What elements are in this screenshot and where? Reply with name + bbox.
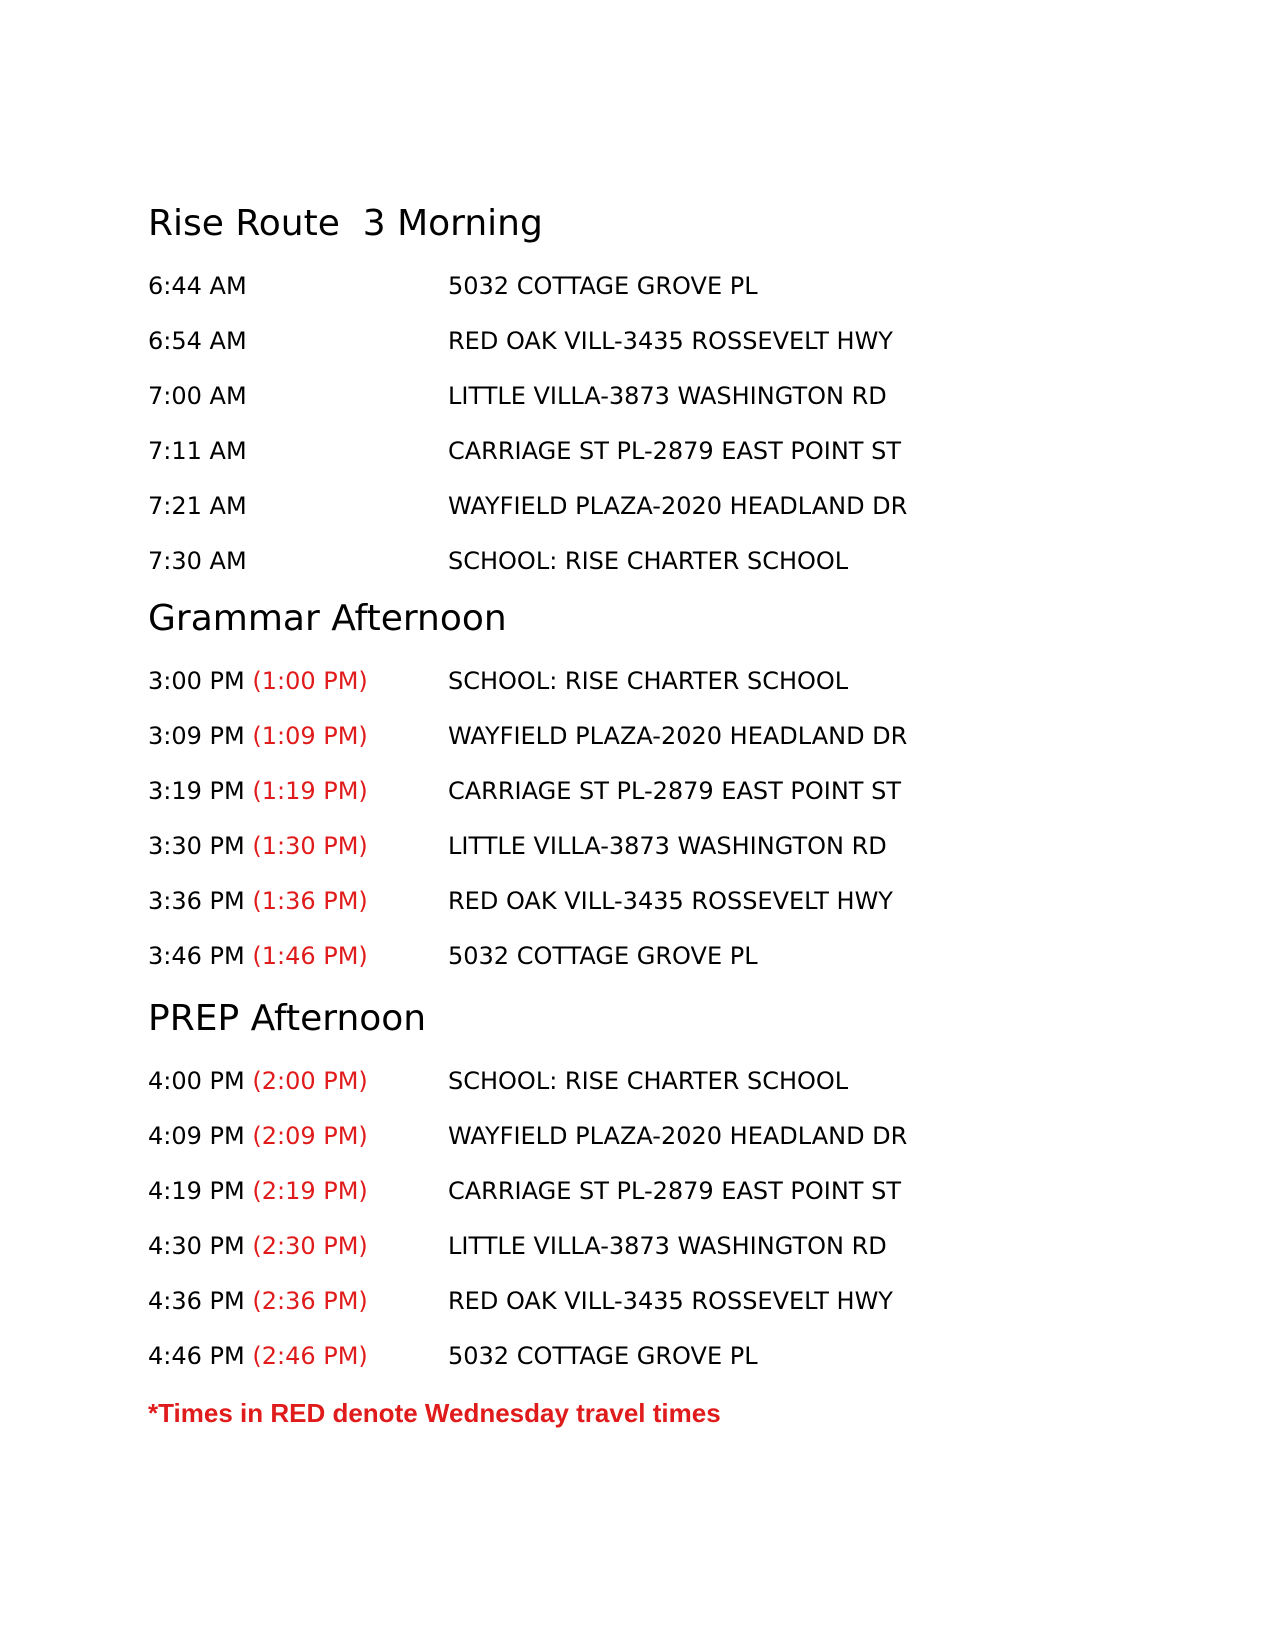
stop-name: RED OAK VILL-3435 ROSSEVELT HWY [448, 326, 893, 355]
schedule-row [148, 1328, 1048, 1383]
time: 4:09 PM [148, 1121, 245, 1150]
time: 3:30 PM [148, 831, 245, 860]
schedule-row [148, 928, 1048, 983]
stop-name: 5032 COTTAGE GROVE PL [448, 271, 758, 300]
time: 4:00 PM [148, 1066, 245, 1095]
schedule-row [148, 1053, 1048, 1108]
time-cell [148, 1232, 448, 1260]
stop-name: LITTLE VILLA-3873 WASHINGTON RD [448, 1231, 887, 1260]
stop-name: SCHOOL: RISE CHARTER SCHOOL [448, 1066, 849, 1095]
schedule-row [148, 478, 1048, 533]
stop-name: 5032 COTTAGE GROVE PL [448, 941, 758, 970]
stop-name: 5032 COTTAGE GROVE PL [448, 1341, 758, 1370]
wednesday-time: (2:30 PM) [252, 1231, 368, 1260]
wednesday-time: (2:46 PM) [252, 1341, 368, 1370]
time: 6:44 AM [148, 271, 247, 300]
section-title: Rise Route 3 Morning [148, 203, 543, 244]
schedule-row [148, 708, 1048, 763]
time: 4:19 PM [148, 1176, 245, 1205]
time-cell [148, 492, 448, 520]
section-title: PREP Afternoon [148, 998, 427, 1039]
time: 4:30 PM [148, 1231, 245, 1260]
stop-name: RED OAK VILL-3435 ROSSEVELT HWY [448, 886, 893, 915]
wednesday-time: (2:00 PM) [252, 1066, 368, 1095]
schedule-section-prep-afternoon [148, 995, 1048, 1383]
schedule-row [148, 1163, 1048, 1218]
time: 3:09 PM [148, 721, 245, 750]
stop-name: WAYFIELD PLAZA-2020 HEADLAND DR [448, 491, 908, 520]
time-cell [148, 777, 448, 805]
time-cell [148, 547, 448, 575]
stop-name: CARRIAGE ST PL-2879 EAST POINT ST [448, 436, 901, 465]
wednesday-time: (1:19 PM) [252, 776, 368, 805]
time-cell [148, 887, 448, 915]
stop-name: CARRIAGE ST PL-2879 EAST POINT ST [448, 1176, 901, 1205]
schedule-row [148, 313, 1048, 368]
stop-name: SCHOOL: RISE CHARTER SCHOOL [448, 546, 849, 575]
time-cell [148, 1122, 448, 1150]
wednesday-footnote: *Times in RED denote Wednesday travel times [148, 1398, 721, 1428]
time-cell [148, 1287, 448, 1315]
time-cell [148, 1067, 448, 1095]
time: 6:54 AM [148, 326, 247, 355]
schedule-row [148, 258, 1048, 313]
stop-name: WAYFIELD PLAZA-2020 HEADLAND DR [448, 721, 908, 750]
wednesday-time: (2:36 PM) [252, 1286, 368, 1315]
stop-name: LITTLE VILLA-3873 WASHINGTON RD [448, 381, 887, 410]
wednesday-time: (2:09 PM) [252, 1121, 368, 1150]
time: 7:11 AM [148, 436, 247, 465]
schedule-rows [148, 1053, 1048, 1383]
time-cell [148, 722, 448, 750]
schedule-row [148, 818, 1048, 873]
time-cell [148, 942, 448, 970]
stop-name: LITTLE VILLA-3873 WASHINGTON RD [448, 831, 887, 860]
schedule-row [148, 533, 1048, 588]
time: 4:36 PM [148, 1286, 245, 1315]
wednesday-time: (1:00 PM) [252, 666, 368, 695]
schedule-row [148, 653, 1048, 708]
time-cell [148, 1177, 448, 1205]
time-cell [148, 272, 448, 300]
schedule-row [148, 423, 1048, 478]
schedule-row [148, 1108, 1048, 1163]
time: 7:00 AM [148, 381, 247, 410]
schedule-row [148, 763, 1048, 818]
wednesday-time: (1:30 PM) [252, 831, 368, 860]
schedule-row [148, 1273, 1048, 1328]
time: 3:46 PM [148, 941, 245, 970]
time: 4:46 PM [148, 1341, 245, 1370]
schedule-row [148, 1218, 1048, 1273]
wednesday-time: (2:19 PM) [252, 1176, 368, 1205]
schedule-rows [148, 258, 1048, 588]
time: 7:21 AM [148, 491, 247, 520]
schedule-section-grammar-afternoon [148, 595, 1048, 983]
wednesday-time: (1:46 PM) [252, 941, 368, 970]
stop-name: CARRIAGE ST PL-2879 EAST POINT ST [448, 776, 901, 805]
schedule-section-morning [148, 200, 1048, 588]
time: 3:19 PM [148, 776, 245, 805]
time-cell [148, 327, 448, 355]
time-cell [148, 1342, 448, 1370]
time: 3:36 PM [148, 886, 245, 915]
schedule-rows [148, 653, 1048, 983]
time-cell [148, 832, 448, 860]
schedule-row [148, 873, 1048, 928]
schedule-row [148, 368, 1048, 423]
time-cell [148, 437, 448, 465]
wednesday-time: (1:09 PM) [252, 721, 368, 750]
time-cell [148, 667, 448, 695]
stop-name: WAYFIELD PLAZA-2020 HEADLAND DR [448, 1121, 908, 1150]
time-cell [148, 382, 448, 410]
time: 3:00 PM [148, 666, 245, 695]
stop-name: RED OAK VILL-3435 ROSSEVELT HWY [448, 1286, 893, 1315]
section-title: Grammar Afternoon [148, 598, 507, 639]
wednesday-time: (1:36 PM) [252, 886, 368, 915]
time: 7:30 AM [148, 546, 247, 575]
stop-name: SCHOOL: RISE CHARTER SCHOOL [448, 666, 849, 695]
